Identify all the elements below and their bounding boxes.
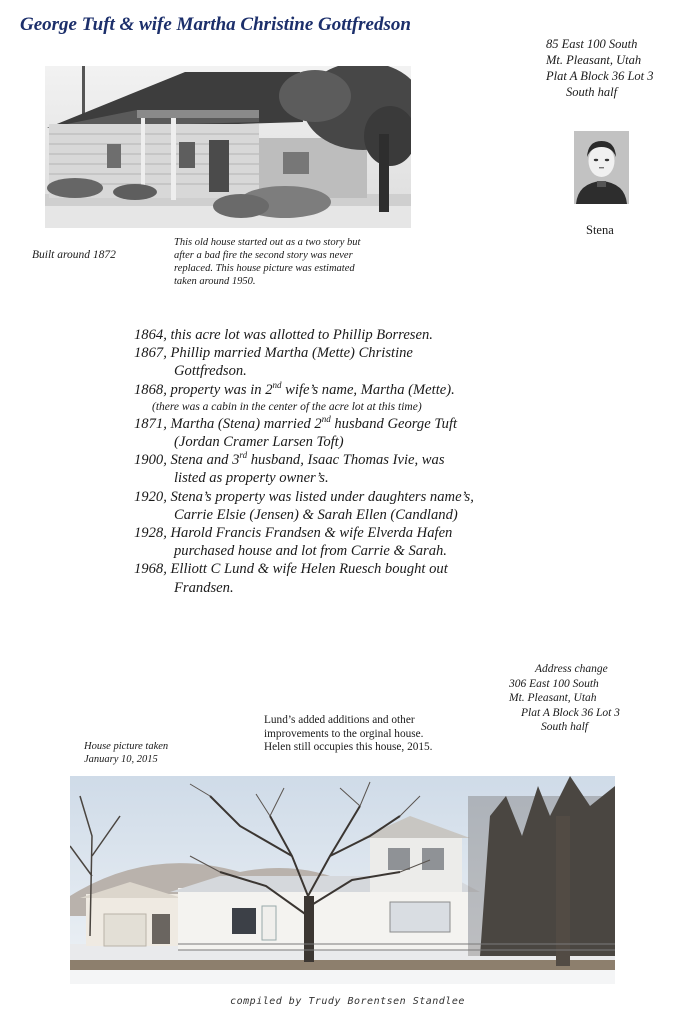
timeline-text: Stena and 3 [170,452,240,469]
page-title: George Tuft & wife Martha Christine Gottfredson [20,14,411,35]
lund-caption [264,714,494,755]
stena-portrait [574,131,629,204]
caption-line: replaced. This house picture was estimated [174,263,355,274]
caption-line: after a bad fire the second story was never [174,250,353,261]
address-line: Mt. Pleasant, Utah [546,53,642,67]
address-line: South half [541,721,588,733]
address-line: Plat A Block 36 Lot 3 [521,706,620,719]
ordinal-suffix: rd [239,450,248,461]
new-house-photo [70,776,615,984]
timeline-text: Harold Francis Frandsen & wife Elverda Hafen purchased house and lot from Carrie & Sarah. [170,525,453,560]
address-line: Plat A Block 36 Lot 3 [546,69,654,83]
timeline-entry [134,488,474,524]
caption-line: House picture taken [84,741,169,752]
caption-line: taken around 1950. [174,276,256,287]
timeline-year: 1868, [134,381,167,398]
built-caption: Built around 1872 [32,249,116,261]
ordinal-suffix: nd [321,413,331,424]
caption-line: This old house started out as a two story but [174,237,361,248]
timeline-entry [134,451,474,487]
timeline-year: 1864, [134,327,167,343]
address-line: Address change [535,663,608,675]
timeline-note: (there was a cabin in the center of the acre lot at this time) [152,400,422,413]
timeline-year: 1900, [134,452,167,469]
timeline-text: husband, Isaac Thomas Ivie, was listed as property owner’s. [174,452,445,487]
original-address [546,36,654,100]
new-house-image [70,776,615,984]
timeline-year: 1871, [134,415,167,432]
timeline-year: 1928, [134,525,167,542]
timeline-text: husband George Tuft (Jordan Cramer Larsen Toft) [174,415,458,451]
caption-line: January 10, 2015 [84,754,158,765]
old-house-caption [174,236,404,288]
timeline-entry [134,560,474,596]
timeline-text: Stena’s property was listed under daughters name’s, Carrie Elsie (Jensen) & Sarah Ellen (Candland) [170,488,474,523]
timeline-text: Phillip married Martha (Mette) Christine Gottfredson. [170,345,413,380]
new-address [509,662,620,735]
portrait-image [574,131,629,204]
old-house-image [45,66,411,228]
timeline-text: Martha (Stena) married 2 [170,415,322,432]
timeline-text: Elliott C Lund & wife Helen Ruesch bought out Frandsen. [170,561,448,596]
address-line: Mt. Pleasant, Utah [509,692,597,704]
timeline-text: wife’s name, Martha (Mette). [281,381,455,398]
timeline-year: 1867, [134,345,167,362]
property-timeline [134,326,474,597]
timeline-entry [134,415,474,451]
caption-line: Lund’s added additions and other [264,714,415,726]
caption-line: improvements to the orginal house. [264,727,424,740]
compiled-by-credit: compiled by Trudy Borentsen Standlee [230,996,465,1007]
caption-line: Helen still occupies this house, 2015. [264,741,433,753]
timeline-text: property was in 2 [170,381,273,398]
timeline-text: this acre lot was allotted to Phillip Borresen. [170,327,433,343]
timeline-entry [134,381,474,399]
timeline-year: 1920, [134,488,167,505]
timeline-entry [134,326,474,344]
timeline-entry [134,344,474,380]
timeline-year: 1968, [134,561,167,578]
address-line: South half [566,85,618,99]
old-house-photo [45,66,411,228]
portrait-caption: Stena [586,223,614,237]
ordinal-suffix: nd [272,379,282,390]
address-line: 306 East 100 South [509,677,599,690]
address-line: 85 East 100 South [546,37,638,51]
timeline-entry [134,524,474,560]
new-house-caption [84,740,168,766]
